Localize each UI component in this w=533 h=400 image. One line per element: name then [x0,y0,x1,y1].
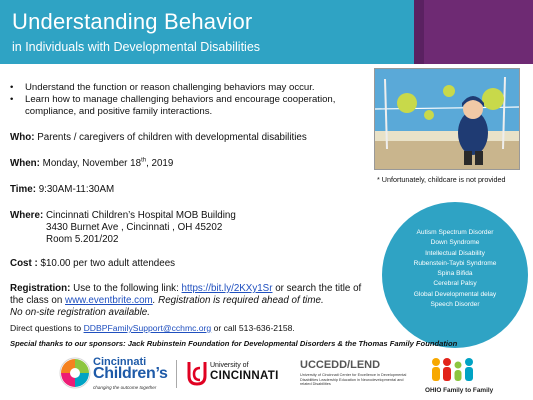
childcare-note: * Unfortunately, childcare is not provided [377,175,506,184]
cincinnati-childrens-logo-icon [58,356,92,390]
child-on-playground-image [375,69,520,170]
cincinnati-childrens-tagline: changing the outcome together [93,385,157,390]
list-item: Autism Spectrum Disorder [416,229,494,236]
contact-email-link[interactable]: DDBPFamilySupport@cchmc.org [83,323,212,333]
where-line: Where: Cincinnati Children’s Hospital MOB Building [10,210,236,221]
time-line: Time: 9:30AM-11:30AM [10,184,115,195]
page-subtitle: in Individuals with Developmental Disabilities [12,40,261,54]
objectives-list [10,82,365,118]
list-item: Global Developmental delay [413,290,497,298]
when-line: When: Monday, November 18th, 2019 [10,157,174,169]
registration-line-2: the class on www.eventbrite.com. Registration is required ahead of time. [10,295,324,306]
list-item: • Understand the function or reason challenging behaviors may occur. [10,82,315,93]
contact-line: Direct questions to DDBPFamilySupport@cchmc.org or call 513-636-2158. [10,323,295,333]
child-photo [374,68,520,170]
eventbrite-link[interactable]: www.eventbrite.com [65,295,153,306]
uc-wordmark: CINCINNATI [210,370,279,382]
bullet-icon: • [10,94,14,105]
registration-line: Registration: Use to the following link: https://bit.ly/2KXy1Sr or search the title of [10,283,362,294]
list-item: Speech Disorder [430,301,480,309]
who-line: Who: Parents / caregivers of children with developmental disabilities [10,132,307,143]
cost-line: Cost : $10.00 per two adult attendees [10,258,176,269]
bullet-icon: • [10,82,14,93]
list-item: Spina Bifida [437,270,473,278]
list-item: Intellectual Disability [425,249,485,257]
ohio-family-to-family-logo-icon [428,356,476,386]
list-item: Rubenstein-Taybi Syndrome [413,259,497,267]
header-accent-block [415,0,533,64]
list-item: • Learn how to manage challenging behaviors and encourage cooperation, compliance, and positive family interactions. [10,94,336,117]
uc-logo-icon [186,360,208,386]
where-address: 3430 Burnet Ave , Cincinnati , OH 45202 [46,222,223,233]
list-item: Down Syndrome [430,239,480,247]
registration-link[interactable]: https://bit.ly/2KXy1Sr [181,283,273,294]
ucced-lend-description: University of Cincinnati Center for Excellence in Developmental Disabilities Leadership Education in Neurodevelopmental and related Disabilities [300,373,407,387]
ohio-family-to-family-wordmark: OHIO Family to Family [425,387,494,394]
header-banner [0,0,533,64]
conditions-list [382,228,528,310]
ucced-lend-title: UCCEDD/LEND [300,359,381,371]
cincinnati-childrens-wordmark: Cincinnati Children’s [93,356,168,382]
logo-divider [176,360,177,388]
list-item: Cerebral Palsy [433,280,477,288]
where-room: Room 5.201/202 [46,234,119,245]
page-title: Understanding Behavior [12,9,253,34]
uc-university-of: University of [210,362,249,369]
sponsors-note: Special thanks to our sponsors: Jack Rubinstein Foundation for Developmental Disorders & the Thomas Family Foundation [10,339,458,348]
registration-note: No on-site registration available. [10,307,150,318]
